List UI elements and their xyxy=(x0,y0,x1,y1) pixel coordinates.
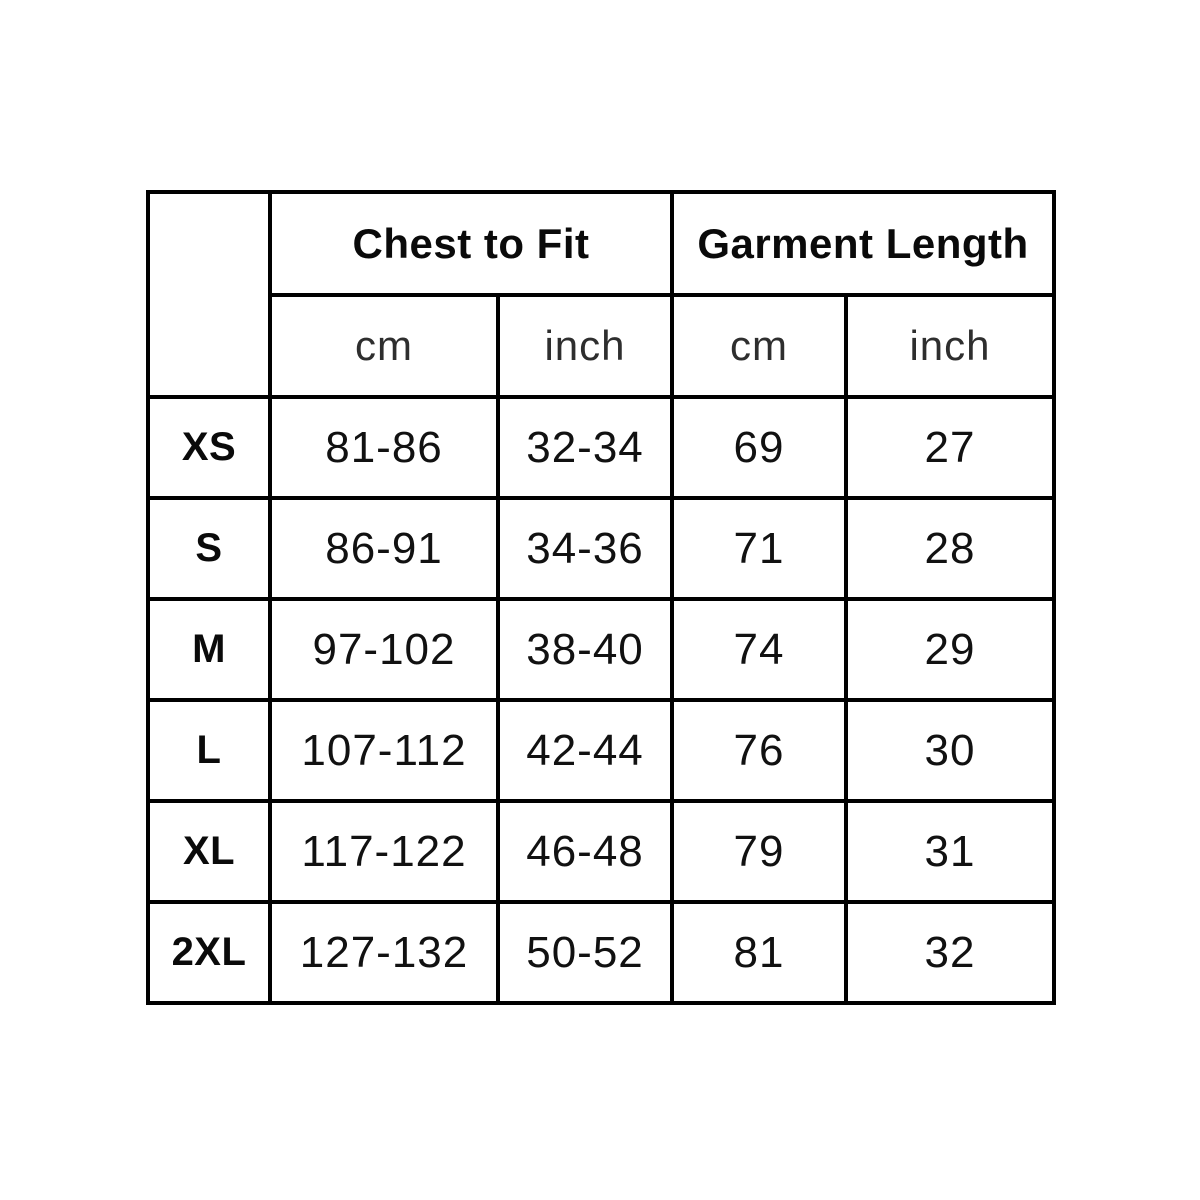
cell-s-chest-cm: 86-91 xyxy=(270,498,498,599)
cell-m-length-cm: 74 xyxy=(672,599,846,700)
cell-m-chest-inch: 38-40 xyxy=(498,599,672,700)
header-spacer xyxy=(148,192,270,397)
table-row-xl xyxy=(148,801,1054,902)
table-row-2xl xyxy=(148,902,1054,1003)
cell-xl-length-cm: 79 xyxy=(672,801,846,902)
cell-s-chest-inch: 34-36 xyxy=(498,498,672,599)
cell-xl-chest-inch: 46-48 xyxy=(498,801,672,902)
cell-2xl-chest-cm: 127-132 xyxy=(270,902,498,1003)
table-row-xs xyxy=(148,397,1054,498)
row-label-xl: XL xyxy=(148,801,270,902)
cell-l-length-cm: 76 xyxy=(672,700,846,801)
table-row-m xyxy=(148,599,1054,700)
unit-header-chest-cm: cm xyxy=(270,295,498,397)
column-group-garment-length: Garment Length xyxy=(672,192,1054,295)
unit-header-length-cm: cm xyxy=(672,295,846,397)
cell-2xl-chest-inch: 50-52 xyxy=(498,902,672,1003)
table-row-s xyxy=(148,498,1054,599)
row-label-m: M xyxy=(148,599,270,700)
cell-l-chest-cm: 107-112 xyxy=(270,700,498,801)
table-row-l xyxy=(148,700,1054,801)
cell-xl-chest-cm: 117-122 xyxy=(270,801,498,902)
cell-xs-chest-inch: 32-34 xyxy=(498,397,672,498)
size-chart-table xyxy=(146,190,1056,1005)
cell-2xl-length-cm: 81 xyxy=(672,902,846,1003)
column-group-chest-to-fit: Chest to Fit xyxy=(270,192,672,295)
column-group-row xyxy=(148,192,1054,295)
row-label-2xl: 2XL xyxy=(148,902,270,1003)
cell-xs-length-cm: 69 xyxy=(672,397,846,498)
unit-header-row xyxy=(148,295,1054,397)
cell-2xl-length-inch: 32 xyxy=(846,902,1054,1003)
cell-s-length-inch: 28 xyxy=(846,498,1054,599)
cell-s-length-cm: 71 xyxy=(672,498,846,599)
row-label-xs: XS xyxy=(148,397,270,498)
row-label-s: S xyxy=(148,498,270,599)
cell-xs-length-inch: 27 xyxy=(846,397,1054,498)
row-label-l: L xyxy=(148,700,270,801)
cell-l-chest-inch: 42-44 xyxy=(498,700,672,801)
unit-header-length-inch: inch xyxy=(846,295,1054,397)
unit-header-chest-inch: inch xyxy=(498,295,672,397)
cell-m-chest-cm: 97-102 xyxy=(270,599,498,700)
cell-xs-chest-cm: 81-86 xyxy=(270,397,498,498)
cell-m-length-inch: 29 xyxy=(846,599,1054,700)
cell-l-length-inch: 30 xyxy=(846,700,1054,801)
cell-xl-length-inch: 31 xyxy=(846,801,1054,902)
